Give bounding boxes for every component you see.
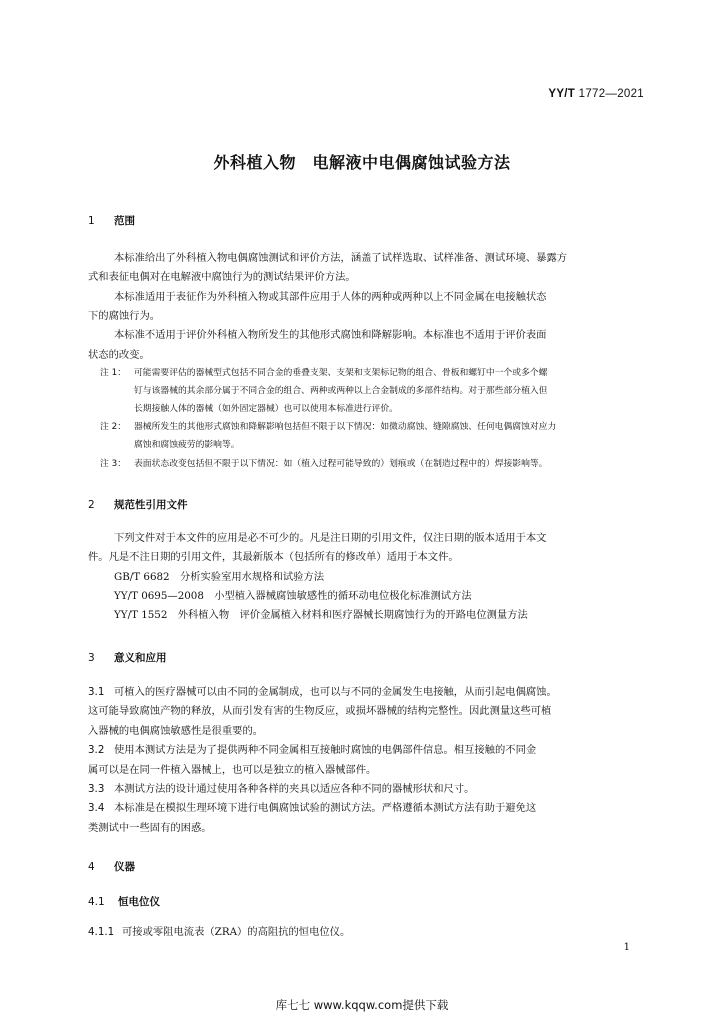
- subsection-4-1-heading: 4.1 恒电位仪: [88, 896, 160, 908]
- clause-4-1-1-line: 4.1.1 可接或零阻电流表（ZRA）的高阻抗的恒电位仪。: [88, 926, 351, 938]
- standard-code: YY/T 1772—2021: [548, 88, 644, 100]
- paragraph-line: 式和表征电偶对在电解液中腐蚀行为的测试结果评价方法。: [88, 271, 356, 283]
- paragraph-line: 件。凡是不注日期的引用文件，其最新版本（包括所有的修改单）适用于本文件。: [88, 551, 459, 563]
- document-title: 外科植入物 电解液中电偶腐蚀试验方法: [213, 153, 511, 172]
- paragraph-line: 本标准不适用于评价外科植入物所发生的其他形式腐蚀和降解影响。本标准也不适用于评价表面: [114, 329, 547, 341]
- note-line: 可能需要评估的器械型式包括不同合金的垂叠支架、支架和支架标记物的组合、骨板和螺钉中一个或多个螺: [134, 368, 548, 378]
- clause-3-4-line: 3.4 本标准是在模拟生理环境下进行电偶腐蚀试验的测试方法。严格遵循本测试方法有助于避免这: [88, 802, 537, 814]
- paragraph-line: 类测试中一些固有的困惑。: [88, 822, 212, 834]
- paragraph-line: 这可能导致腐蚀产物的释放，从而引发有害的生物反应，或损坏器械的结构完整性。因此测量这些可植: [88, 705, 552, 717]
- note-line: 长期接触人体的器械（如外固定器械）也可以使用本标准进行评价。: [134, 404, 398, 414]
- paragraph-line: 本标准给出了外科植入物电偶腐蚀测试和评价方法，涵盖了试样选取、试样准备、测试环境、暴露方: [114, 252, 568, 264]
- note-3-label: 注 3：: [100, 459, 126, 469]
- clause-3-3-line: 3.3 本测试方法的设计通过使用各种各样的夹具以适应各种不同的器械形状和尺寸。: [88, 783, 475, 795]
- section-4-heading: 4 仪器: [88, 861, 135, 873]
- paragraph-line: 入器械的电偶腐蚀敏感性是很重要的。: [88, 725, 264, 737]
- page-number: 1: [623, 942, 630, 953]
- clause-3-2-line: 3.2 使用本测试方法是为了提供两种不同金属相互接触时腐蚀的电偶部件信息。相互接触的不同金: [88, 744, 537, 756]
- paragraph-line: 下列文件对于本文件的应用是必不可少的。凡是注日期的引用文件，仅注日期的版本适用于本文: [114, 532, 547, 544]
- note-line: 钉与该器械的其余部分属于不同合金的组合、两种或两种以上合金制成的多部件结构。对于那些部分植入但: [134, 386, 548, 396]
- paragraph-line: 属可以是在同一件植入器械上，也可以是独立的植入器械部件。: [88, 764, 377, 776]
- note-2-label: 注 2：: [100, 422, 126, 432]
- reference-item: YY/T 0695—2008 小型植入器械腐蚀敏感性的循环动电位极化标准测试方法: [114, 590, 472, 602]
- paragraph-line: 下的腐蚀行为。: [88, 310, 161, 322]
- reference-item: GB/T 6682 分析实验室用水规格和试验方法: [114, 571, 325, 583]
- section-3-heading: 3 意义和应用: [88, 652, 167, 664]
- reference-item: YY/T 1552 外科植入物 评价金属植入材料和医疗器械长期腐蚀行为的开路电位测量方法: [114, 609, 528, 621]
- section-1-heading: 1 范围: [88, 215, 135, 227]
- note-1-label: 注 1：: [100, 368, 126, 378]
- paragraph-line: 本标准适用于表征作为外科植入物或其部件应用于人体的两种或两种以上不同金属在电接触状态: [114, 291, 547, 303]
- paragraph-line: 状态的改变。: [88, 349, 150, 361]
- section-2-heading: 2 规范性引用文件: [88, 499, 188, 511]
- note-line: 腐蚀和腐蚀疲劳的影响等。: [134, 440, 240, 450]
- note-line: 表面状态改变包括但不限于以下情况：如（植入过程可能导致的）划痕或（在制造过程中的）焊接影响等。: [134, 459, 548, 469]
- note-line: 器械所发生的其他形式腐蚀和降解影响包括但不限于以下情况：如微动腐蚀、缝隙腐蚀、任何电偶腐蚀对应力: [134, 422, 557, 432]
- clause-3-1-line: 3.1 可植入的医疗器械可以由不同的金属制成，也可以与不同的金属发生电接触，从而引起电偶腐蚀。: [88, 686, 557, 698]
- download-footer: 库七七 www.kqqw.com提供下载: [275, 998, 449, 1012]
